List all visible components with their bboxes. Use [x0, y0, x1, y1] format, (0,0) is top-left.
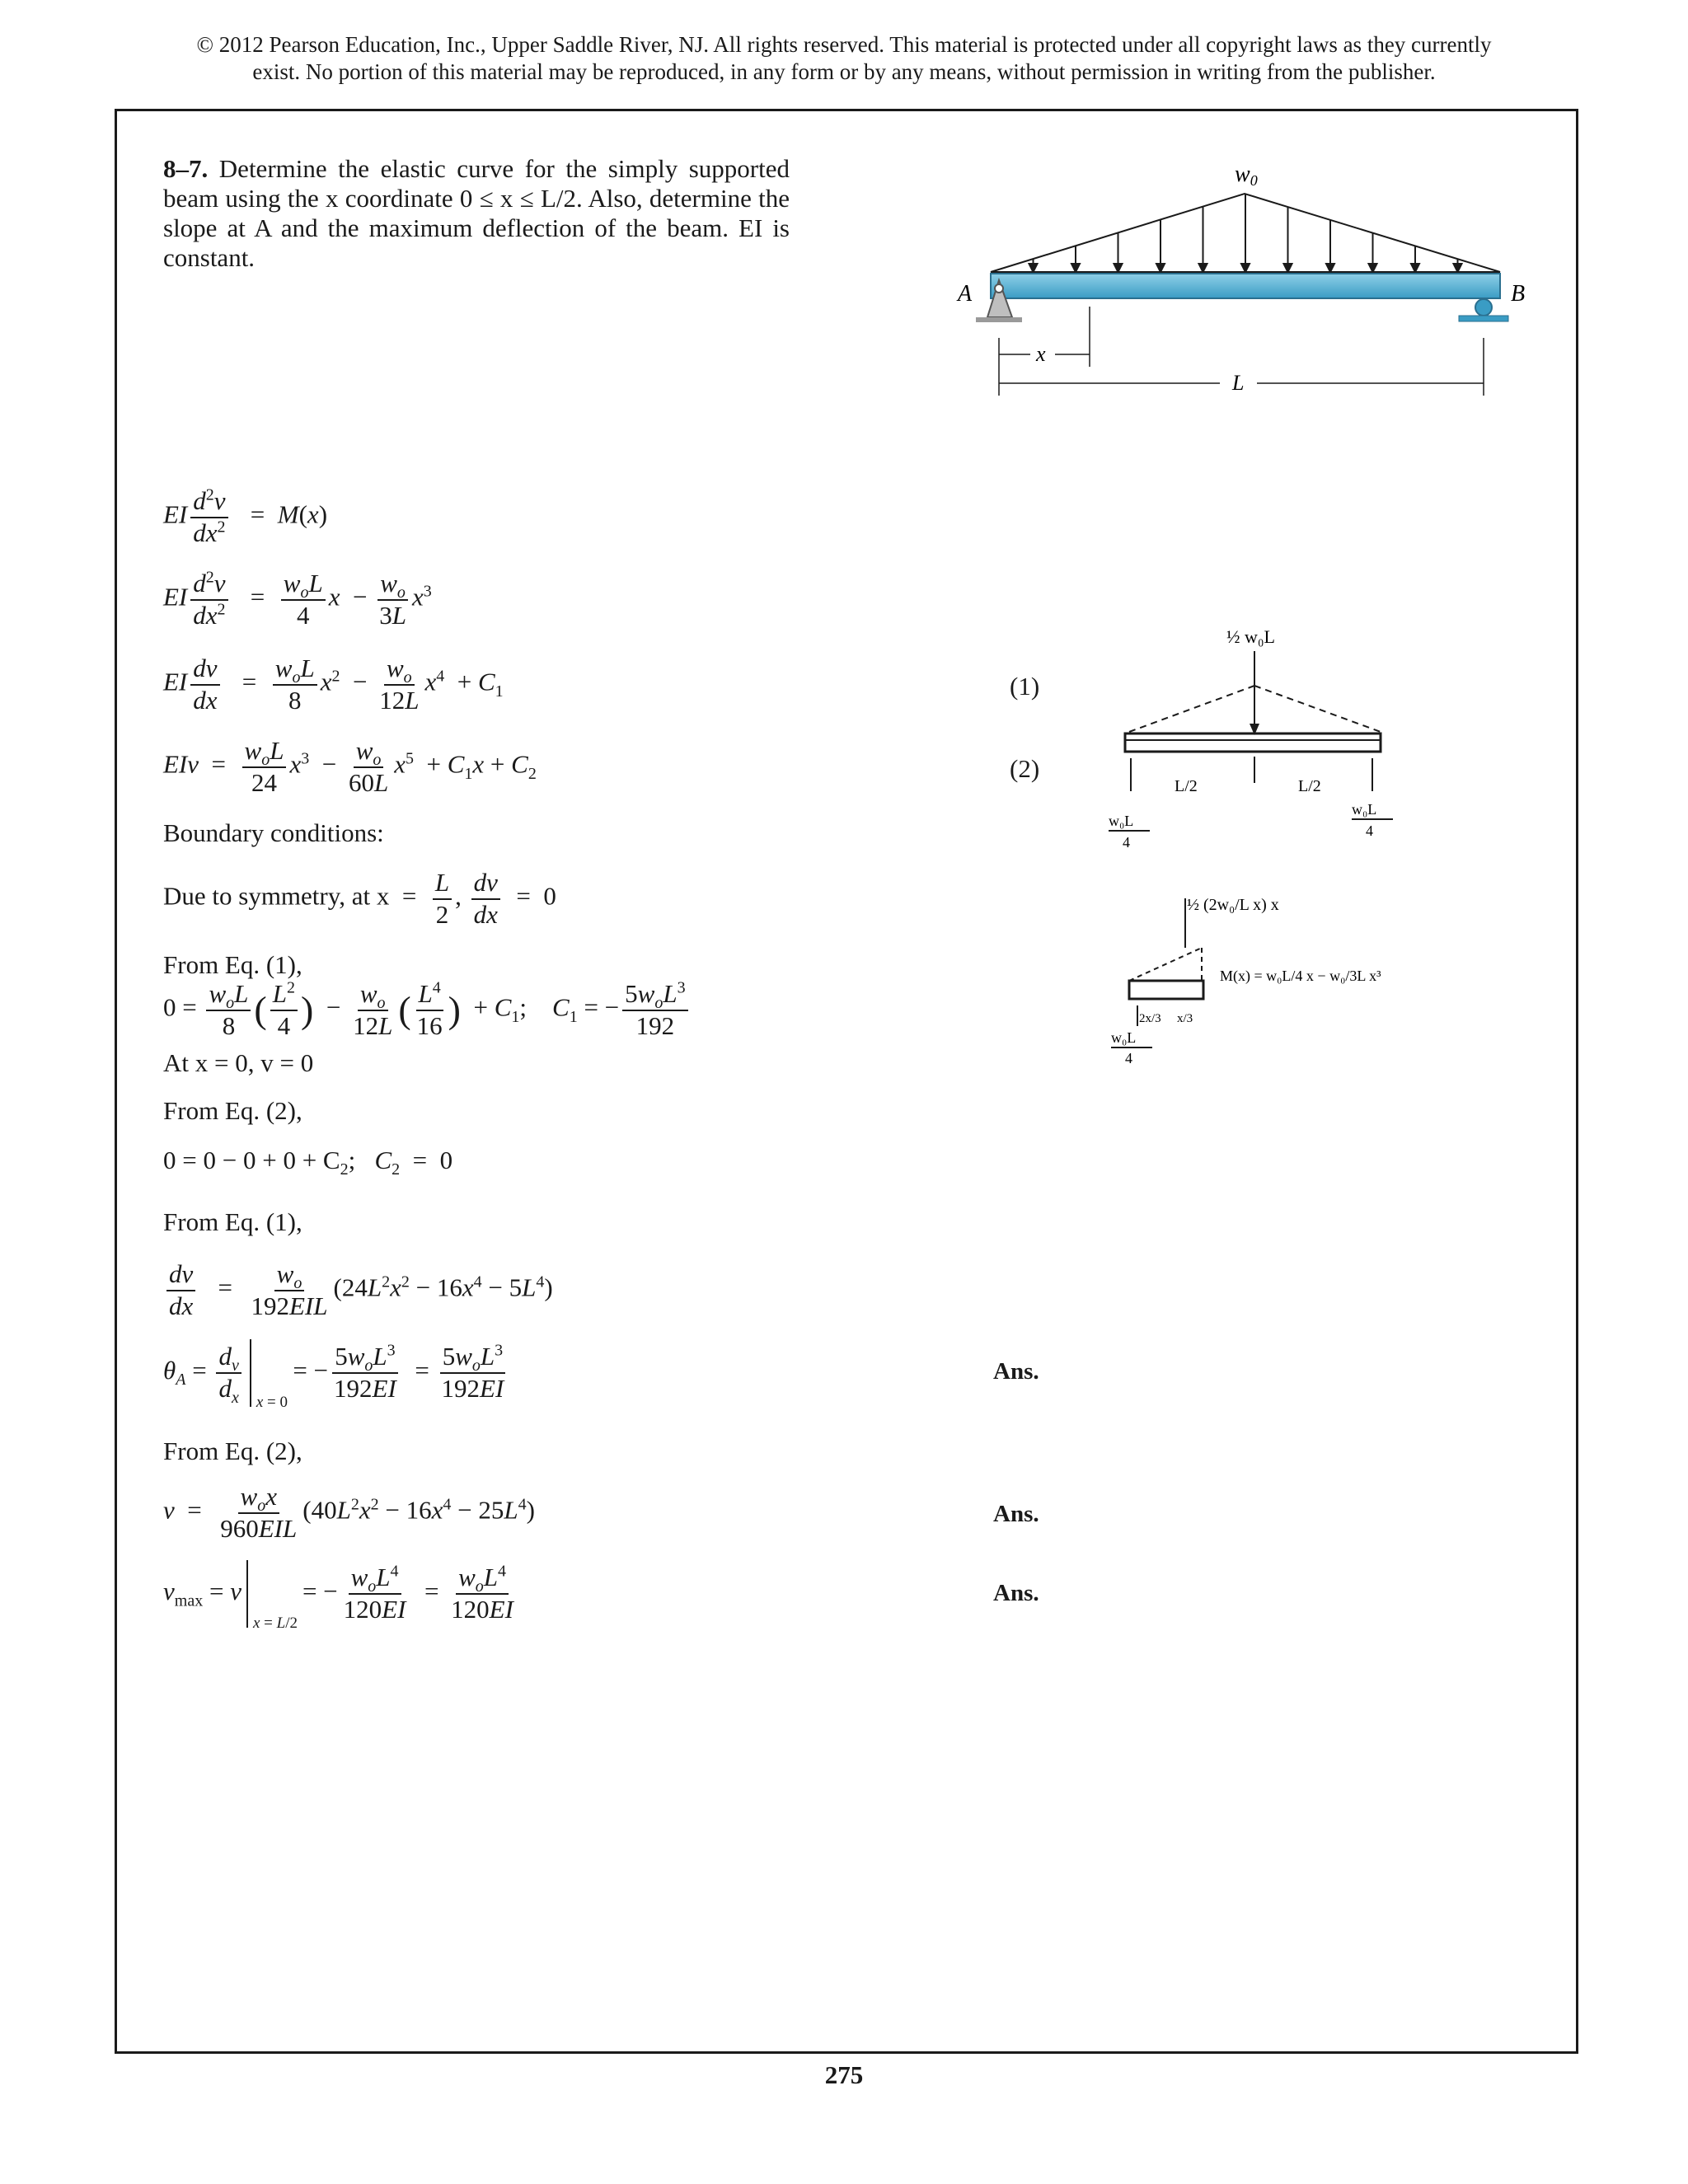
svg-text:4: 4 — [1366, 823, 1373, 839]
eq-max-deflection: $v_{max} = v$ x = L/2 = − $\frac{w_oL^4}{120EI}$ = $\frac{w_oL^4}{120EI}$ — [163, 1560, 519, 1628]
load-arrowhead — [1411, 264, 1419, 272]
load-arrows — [1029, 194, 1462, 272]
segment-dim-a: 2x/3 — [1139, 1012, 1161, 1025]
beam-figure — [948, 157, 1541, 404]
eq-governing: EI $\frac{d^2v}{dx^2}$ = M(x) — [163, 485, 328, 547]
copyright-notice — [0, 31, 1688, 86]
load-arrowhead — [1029, 264, 1038, 272]
load-arrowhead — [1114, 264, 1123, 272]
sketch-reaction-right: w₀L — [1352, 801, 1377, 818]
eq-symmetry: Due to symmetry, at x = $\frac{L}{2}$ , $\frac{dv}{dx}$ = 0 — [163, 868, 556, 929]
eq-elastic-curve: v = $\frac{w_ox}{\text{960EIL}}$ $(40L^2x^2 - 16x^4 - 25L^4)$ — [163, 1482, 535, 1543]
copyright-line-1: © 2012 Pearson Education, Inc., Upper Saddle River, NJ. All rights reserved. This material is protected under all copyright laws as they currently — [196, 32, 1492, 57]
dim-x-label: x — [1036, 342, 1046, 366]
load-arrowhead — [1284, 264, 1292, 272]
eq-c1: 0 = $\frac{w_oL}{8}$ ( $\frac{L^2}{4}$ ) − $\frac{w_o}{12L}$ ( $\frac{L^4}{16}$ ) + $C_1$; $C_1$ = − $\frac{5w_oL^3}{192}$ — [163, 981, 692, 1039]
support-b-label: B — [1511, 281, 1526, 307]
load-arrowhead — [1199, 264, 1207, 272]
load-label: w0 — [1235, 162, 1258, 189]
symmetry-text: Due to symmetry, at x — [163, 881, 390, 911]
segment-dim-b: x/3 — [1177, 1012, 1193, 1025]
sketch-half-left: L/2 — [1175, 777, 1198, 795]
copyright-line-2: exist. No portion of this material may be reproduced, in any form or by any means, without permission in writing from the publisher. — [252, 59, 1436, 84]
segment-moment: M(x) = w₀L/4 x − w₀/3L x³ — [1220, 968, 1381, 984]
beam — [991, 274, 1500, 298]
load-arrowhead — [1071, 264, 1080, 272]
c2-line-text: 0 = 0 − 0 + 0 + C — [163, 1146, 340, 1174]
from-eq2-label-a: From Eq. (2), — [163, 1096, 302, 1125]
load-arrowhead — [1454, 264, 1462, 272]
segment-load-label: ½ (2w₀/L x) x — [1187, 896, 1279, 914]
eq-theta-a: $\theta_A$ = $\frac{d_v}{d_x}$ x = 0 = − $\frac{5w_oL^3}{192EI}$ = $\frac{5w_oL^3}{192EI}$ — [163, 1339, 509, 1407]
support-a-label: A — [958, 281, 973, 307]
ans-label-3: Ans. — [993, 1580, 1039, 1606]
load-arrowhead — [1369, 264, 1377, 272]
problem-statement — [163, 154, 790, 273]
roller-support-b — [1475, 299, 1492, 316]
problem-text: Determine the elastic curve for the simply supported beam using the x coordinate 0 ≤ x ≤ L/2. Also, determine the slope at A and the maximum deflection of the beam. EI is constant. — [163, 154, 790, 272]
boundary-heading: Boundary conditions: — [163, 818, 384, 847]
eq-slope: $\frac{dv}{dx}$ = $\frac{w_o}{\text{192EIL}}$ $(24L^2x^2 - 16x^4 - 5L^4)$ — [163, 1261, 553, 1319]
sketch-reaction-left: w₀L — [1109, 813, 1134, 829]
at-x0-label: At x = 0, v = 0 — [163, 1048, 314, 1077]
eq-c2: $0 = 0 - 0 + 0 + C_2$; $C_2 = 0$ — [163, 1146, 453, 1179]
sketch-half-right: L/2 — [1298, 777, 1321, 795]
from-eq1-label-b: From Eq. (1), — [163, 1207, 302, 1236]
problem-number: 8–7. — [163, 154, 209, 183]
from-eq2-label-b: From Eq. (2), — [163, 1436, 302, 1465]
ans-label-2: Ans. — [993, 1501, 1039, 1527]
load-arrowhead — [1326, 264, 1334, 272]
free-body-sketch — [1104, 618, 1451, 890]
sketch-top-load: ½ w₀L — [1226, 626, 1275, 647]
page-number: 275 — [824, 2060, 864, 2089]
load-arrowhead — [1241, 264, 1250, 272]
eq-deflection-general: EIv = $\frac{w_oL}{24}$ $x^3$ − $\frac{w_o}{60L}$ $x^5 + C_1x + C_2$ — [163, 736, 537, 797]
load-arrowhead — [1156, 264, 1165, 272]
eq-number-2: (2) — [1010, 754, 1040, 783]
dim-L-label: L — [1232, 371, 1245, 395]
eq-number-1: (1) — [1010, 672, 1040, 701]
segment-sketch — [1104, 890, 1451, 1071]
ans-label-1: Ans. — [993, 1358, 1039, 1385]
segment-reaction: w₀L — [1111, 1029, 1137, 1046]
eq-slope-general: EI $\frac{dv}{dx}$ = $\frac{w_oL}{8}$ $x^2$ − $\frac{w_o}{12L}$ $x^4 + C_1$ — [163, 654, 504, 715]
eq-moment: EI $\frac{d^2v}{dx^2}$ = $\frac{w_oL}{4}$ x − $\frac{w_o}{3L}$ $x^3$ — [163, 568, 432, 630]
svg-text:4: 4 — [1123, 834, 1130, 851]
svg-text:4: 4 — [1125, 1050, 1132, 1066]
from-eq1-label-a: From Eq. (1), — [163, 950, 302, 979]
